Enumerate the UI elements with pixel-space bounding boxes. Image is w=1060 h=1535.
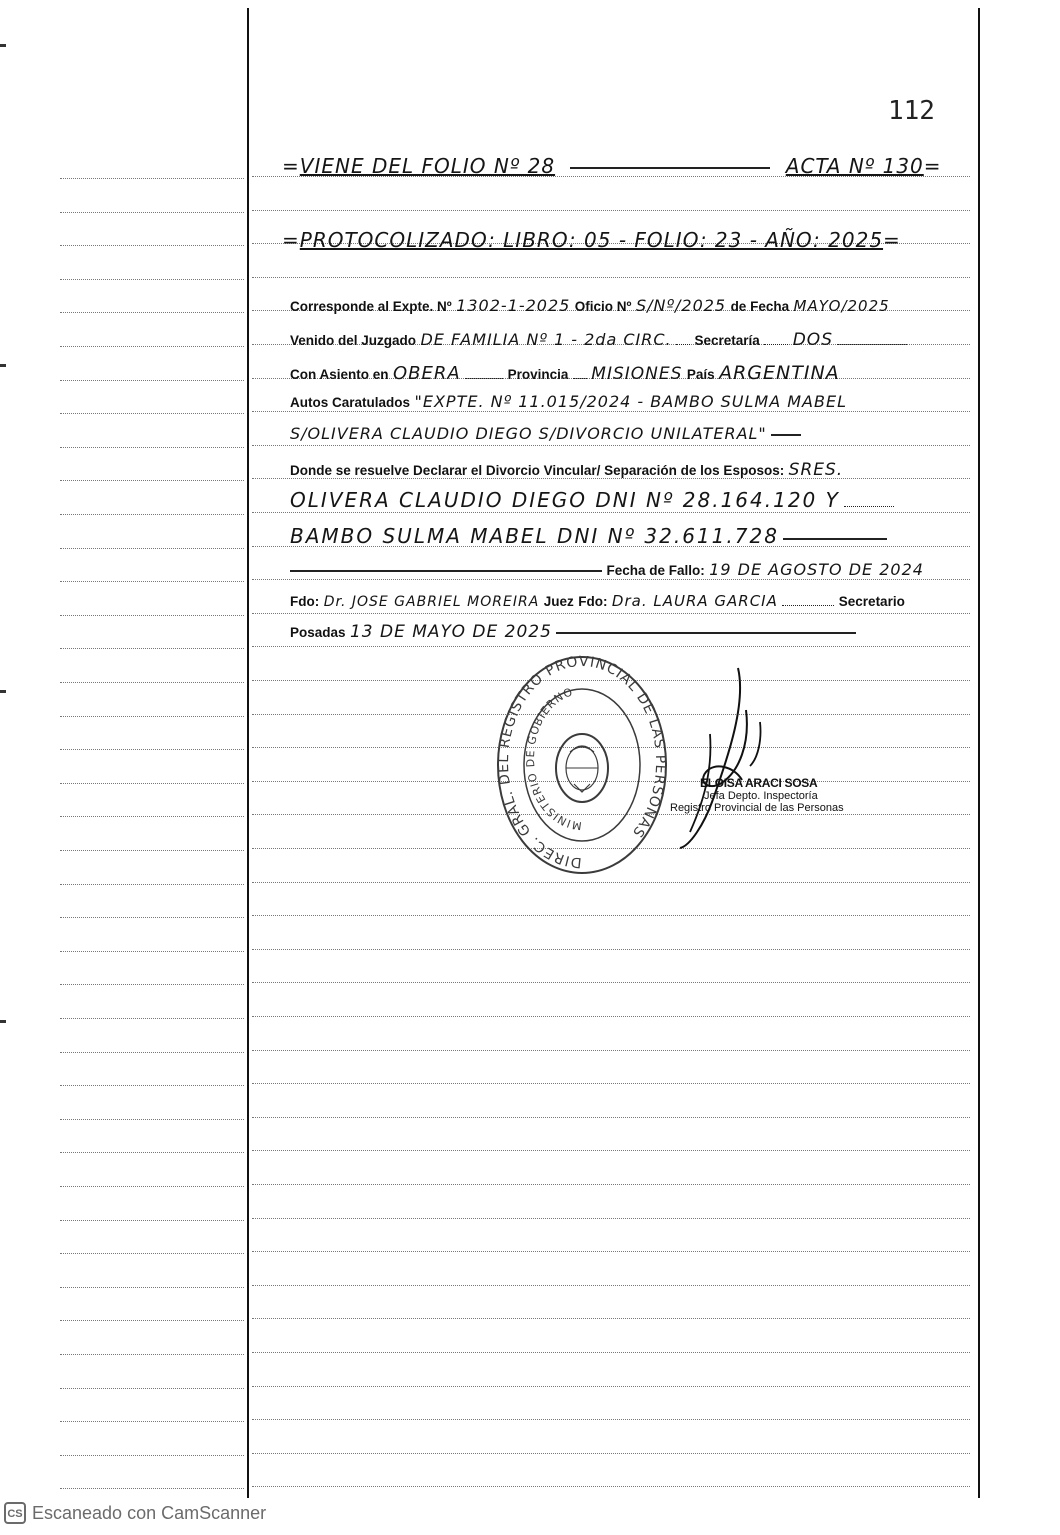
scan-mark bbox=[0, 1020, 6, 1023]
ruled-line bbox=[60, 1421, 244, 1422]
label-fallo: Fecha de Fallo: bbox=[606, 563, 705, 578]
signatory-stamp bbox=[670, 776, 870, 814]
handwritten-dash bbox=[556, 632, 856, 634]
ruled-line bbox=[252, 1386, 970, 1387]
ruled-line bbox=[252, 1184, 970, 1185]
ruled-line bbox=[60, 951, 244, 952]
ruled-line bbox=[60, 380, 244, 381]
form-row-juzgado bbox=[290, 330, 950, 350]
svg-text:DIREC. GRAL. DEL REGISTRO PROV bbox=[496, 654, 668, 870]
folio-number: 112 bbox=[888, 96, 935, 126]
ruled-line bbox=[60, 1085, 244, 1086]
ruled-line bbox=[60, 447, 244, 448]
signatory-title: Jefa Depto. Inspectoría bbox=[704, 790, 818, 802]
dotted-fill bbox=[844, 506, 894, 507]
scanner-text: Escaneado con CamScanner bbox=[32, 1502, 267, 1523]
ruled-line bbox=[60, 1018, 244, 1019]
ruled-line bbox=[252, 1285, 970, 1286]
label-posadas: Posadas bbox=[290, 625, 346, 640]
ruled-line bbox=[60, 346, 244, 347]
form-row-autos-2 bbox=[290, 424, 950, 444]
handwritten-dash bbox=[783, 538, 887, 540]
form-row-esposos-2 bbox=[290, 524, 950, 548]
ruled-line bbox=[60, 1220, 244, 1221]
ruled-line bbox=[252, 1050, 970, 1051]
handwritten-signature bbox=[650, 662, 790, 852]
ruled-line bbox=[60, 615, 244, 616]
ruled-line bbox=[252, 445, 970, 446]
form-row-posadas bbox=[290, 622, 950, 642]
ruled-line bbox=[60, 850, 244, 851]
form-row-firmas bbox=[290, 592, 950, 611]
ruled-line bbox=[60, 1287, 244, 1288]
ruled-line bbox=[60, 1152, 244, 1153]
value-juzgado: DE FAMILIA Nº 1 - 2da CIRC. bbox=[420, 330, 672, 349]
ruled-line bbox=[60, 682, 244, 683]
ruled-line bbox=[60, 816, 244, 817]
value-resuelve-start: SRES. bbox=[788, 460, 844, 480]
form-row-expte bbox=[290, 296, 950, 316]
ruled-line bbox=[252, 1117, 970, 1118]
form-row-resuelve bbox=[290, 460, 950, 480]
left-vertical-rule bbox=[247, 8, 249, 1498]
label-fdo: Fdo: bbox=[290, 594, 320, 609]
ruled-line bbox=[60, 279, 244, 280]
label-pais: País bbox=[686, 367, 715, 382]
ruled-line bbox=[60, 413, 244, 414]
value-provincia: MISIONES bbox=[591, 364, 683, 384]
ruled-line bbox=[60, 884, 244, 885]
ruled-line bbox=[252, 1352, 970, 1353]
label-secretaria: Secretaría bbox=[694, 333, 760, 348]
ruled-line bbox=[252, 646, 970, 647]
value-asiento: OBERA bbox=[392, 363, 461, 384]
ruled-line bbox=[60, 212, 244, 213]
ruled-line bbox=[60, 749, 244, 750]
label-venido: Venido del Juzgado bbox=[290, 333, 417, 348]
label-secretario: Secretario bbox=[838, 594, 905, 609]
ruled-line bbox=[60, 1052, 244, 1053]
ruled-line bbox=[60, 1455, 244, 1456]
ruled-line bbox=[252, 1251, 970, 1252]
ruled-line bbox=[252, 949, 970, 950]
value-juez: Dr. JOSE GABRIEL MOREIRA bbox=[323, 594, 540, 610]
ruled-line bbox=[60, 514, 244, 515]
value-autos-line1: "EXPTE. Nº 11.015/2024 - BAMBO SULMA MABEL bbox=[414, 392, 847, 411]
handwritten-dash bbox=[771, 434, 801, 436]
ruled-line bbox=[252, 982, 970, 983]
dotted-fill bbox=[837, 344, 907, 345]
dotted-fill bbox=[573, 378, 587, 379]
dotted-fill bbox=[676, 344, 690, 345]
form-row-esposos-1 bbox=[290, 488, 950, 512]
scan-mark bbox=[0, 690, 6, 693]
handwritten-dash bbox=[570, 167, 770, 169]
ruled-line bbox=[252, 1083, 970, 1084]
signatory-name: ELOISA ARACI SOSA bbox=[700, 776, 818, 790]
svg-text:MINISTERIO DE GOBIERNO bbox=[524, 685, 583, 832]
ruled-line bbox=[252, 1453, 970, 1454]
value-posadas-date: 13 DE MAYO DE 2025 bbox=[349, 622, 552, 642]
ruled-line bbox=[252, 277, 970, 278]
label-asiento: Con Asiento en bbox=[290, 367, 389, 382]
camscanner-logo-icon: CS bbox=[4, 1502, 26, 1524]
ruled-line bbox=[60, 178, 244, 179]
label-corresponde: Corresponde al Expte. Nº bbox=[290, 299, 452, 314]
ruled-line bbox=[60, 1320, 244, 1321]
label-fecha: de Fecha bbox=[730, 299, 790, 314]
label-juez: Juez bbox=[543, 594, 574, 609]
ruled-line bbox=[60, 581, 244, 582]
value-secretaria: DOS bbox=[792, 330, 833, 350]
ruled-line bbox=[252, 1016, 970, 1017]
ruled-line bbox=[60, 480, 244, 481]
value-esposos-line1: OLIVERA CLAUDIO DIEGO DNI Nº 28.164.120 Y bbox=[290, 488, 840, 512]
viene-line: =VIENE DEL FOLIO Nº 28 ACTA Nº 130= bbox=[282, 154, 942, 178]
scan-mark bbox=[0, 364, 6, 367]
label-oficio: Oficio Nº bbox=[574, 299, 632, 314]
ruled-line bbox=[60, 1119, 244, 1120]
value-secretario: Dra. LAURA GARCIA bbox=[611, 592, 778, 610]
acta-text: ACTA Nº 130 bbox=[785, 154, 924, 178]
protocolizado-line: =PROTOCOLIZADO: LIBRO: 05 - FOLIO: 23 - AÑO: 2025= bbox=[282, 228, 901, 252]
ruled-line bbox=[60, 245, 244, 246]
right-vertical-rule bbox=[978, 8, 980, 1498]
dotted-fill bbox=[465, 378, 503, 379]
value-fallo: 19 DE AGOSTO DE 2024 bbox=[709, 560, 924, 579]
form-row-fallo bbox=[290, 560, 950, 580]
ruled-line bbox=[60, 1388, 244, 1389]
value-esposos-line2: BAMBO SULMA MABEL DNI Nº 32.611.728 bbox=[290, 524, 779, 548]
ruled-line bbox=[60, 1488, 244, 1489]
left-margin-column bbox=[60, 0, 244, 1500]
label-autos: Autos Caratulados bbox=[290, 395, 411, 410]
dotted-fill bbox=[764, 344, 788, 345]
official-seal-stamp bbox=[494, 652, 670, 878]
form-row-autos bbox=[290, 392, 950, 412]
ruled-line bbox=[252, 1318, 970, 1319]
scan-mark bbox=[0, 44, 6, 47]
ruled-line bbox=[60, 648, 244, 649]
signatory-office: Registro Provincial de las Personas bbox=[670, 802, 844, 814]
coat-of-arms-emblem bbox=[556, 734, 608, 802]
label-provincia: Provincia bbox=[507, 367, 569, 382]
ruled-line bbox=[252, 512, 970, 513]
seal-outer-text: DIREC. GRAL. DEL REGISTRO PROVINCIAL DE LAS PERSONAS bbox=[495, 653, 669, 871]
ruled-line bbox=[60, 783, 244, 784]
label-fdo-2: Fdo: bbox=[578, 594, 608, 609]
label-resuelve: Donde se resuelve Declarar el Divorcio Vincular/ Separación de los Esposos: bbox=[290, 463, 785, 478]
ruled-line bbox=[252, 882, 970, 883]
ruled-line bbox=[252, 613, 970, 614]
ruled-line bbox=[252, 1150, 970, 1151]
dotted-fill bbox=[782, 605, 834, 606]
ruled-line bbox=[60, 984, 244, 985]
form-row-asiento bbox=[290, 362, 950, 384]
ruled-line bbox=[60, 312, 244, 313]
value-pais: ARGENTINA bbox=[719, 362, 840, 384]
protocolizado-text: PROTOCOLIZADO: LIBRO: 05 - FOLIO: 23 - AÑO: 2025 bbox=[299, 228, 884, 252]
ruled-line bbox=[252, 1486, 970, 1487]
value-autos-line2: S/OLIVERA CLAUDIO DIEGO S/DIVORCIO UNILATERAL" bbox=[290, 424, 767, 443]
ruled-line bbox=[60, 1354, 244, 1355]
viene-text: VIENE DEL FOLIO Nº 28 bbox=[299, 154, 556, 178]
ruled-line bbox=[60, 917, 244, 918]
value-expte: 1302-1-2025 bbox=[456, 296, 571, 315]
ruled-line bbox=[60, 548, 244, 549]
scanner-watermark bbox=[4, 1502, 266, 1524]
ruled-line bbox=[60, 1253, 244, 1254]
value-fecha: MAYO/2025 bbox=[793, 297, 890, 315]
seal-inner-text: MINISTERIO DE GOBIERNO bbox=[523, 685, 583, 833]
ruled-line bbox=[60, 1186, 244, 1187]
handwritten-dash bbox=[290, 570, 602, 572]
ruled-line bbox=[252, 1218, 970, 1219]
value-oficio: S/Nº/2025 bbox=[635, 296, 727, 315]
ruled-line bbox=[252, 210, 970, 211]
ruled-line bbox=[60, 716, 244, 717]
ruled-line bbox=[252, 1419, 970, 1420]
ruled-line bbox=[252, 915, 970, 916]
